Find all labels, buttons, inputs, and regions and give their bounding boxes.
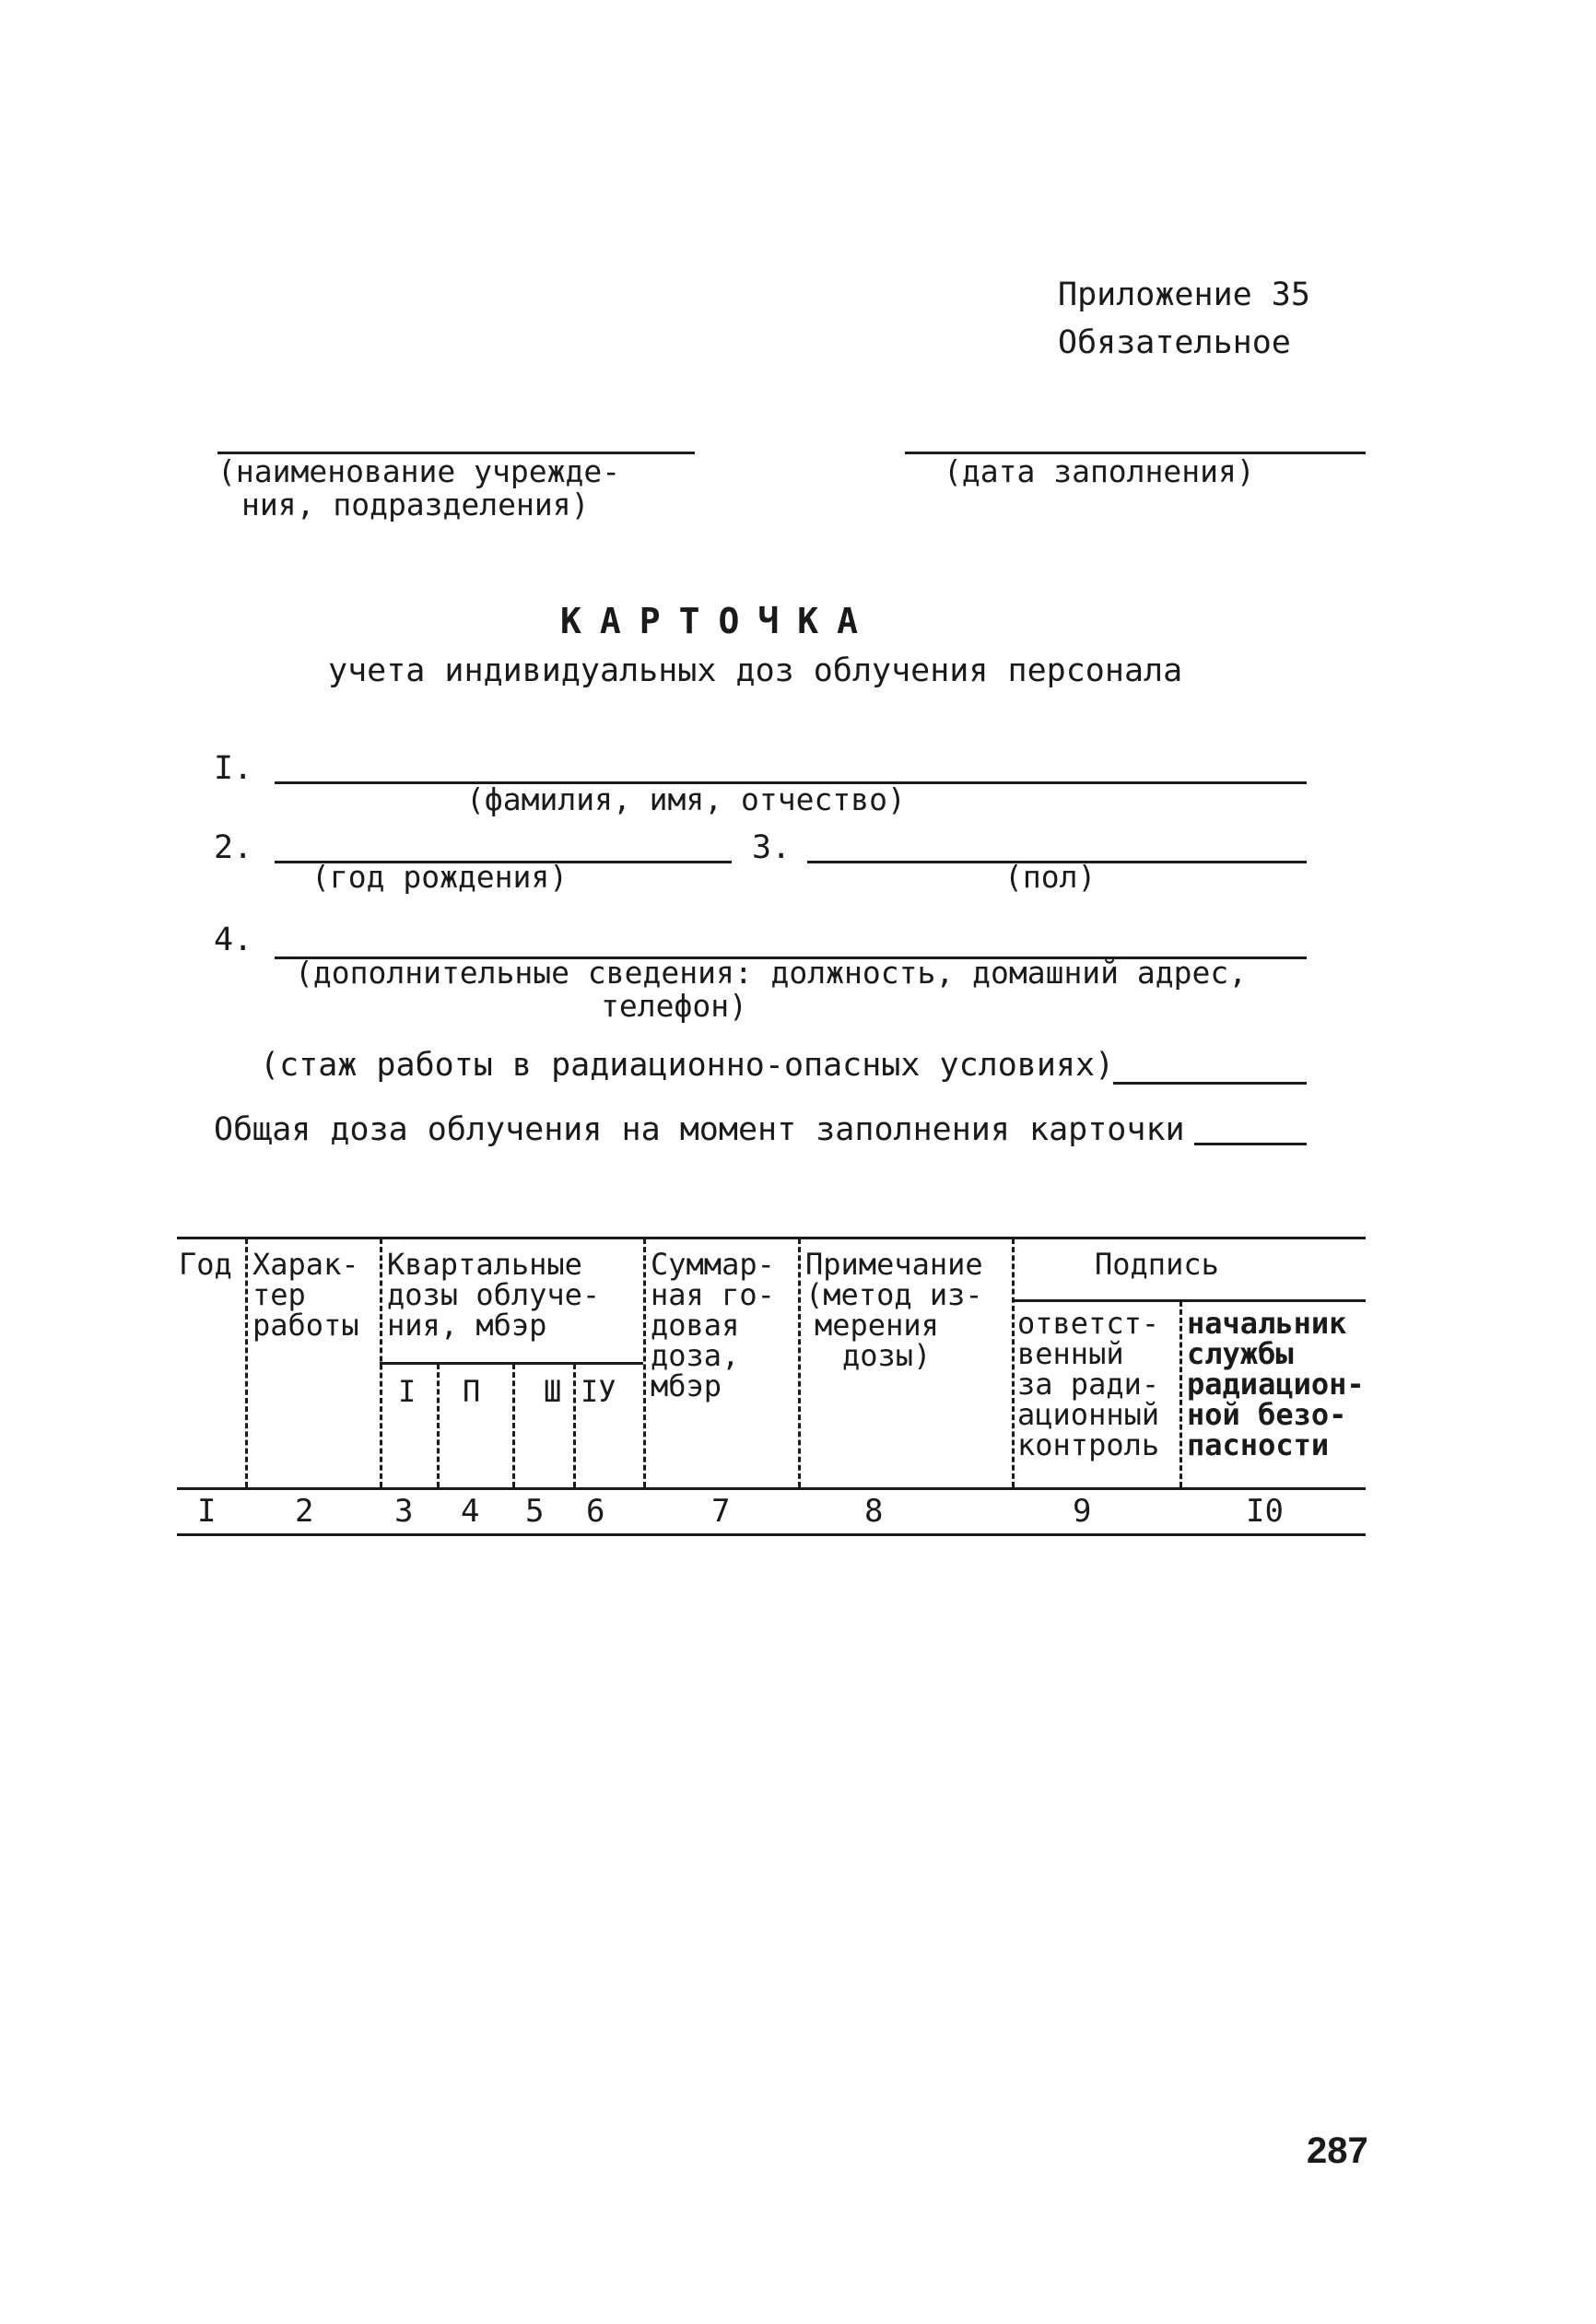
header-sum-line: мбэр bbox=[651, 1368, 722, 1403]
column-divider bbox=[643, 1238, 646, 1487]
header-work-line: Харак- bbox=[252, 1247, 359, 1282]
column-number: 7 bbox=[711, 1493, 731, 1530]
header-sum-line: ная го- bbox=[651, 1277, 775, 1312]
field-3-number: 3. bbox=[752, 829, 792, 866]
header-quarter-line: дозы облуче- bbox=[387, 1277, 601, 1312]
header-chief-line: начальник bbox=[1187, 1306, 1347, 1341]
header-resp-line: ационный bbox=[1017, 1397, 1160, 1432]
header-note-line: Примечание bbox=[805, 1247, 983, 1282]
field-1-number: I. bbox=[214, 750, 253, 787]
mandatory-label: Обязательное bbox=[1058, 324, 1291, 361]
header-work-line: тер bbox=[252, 1277, 306, 1312]
column-number: 6 bbox=[586, 1493, 605, 1530]
column-divider bbox=[1179, 1301, 1182, 1487]
header-responsible bbox=[1017, 1306, 1160, 1462]
column-number: 3 bbox=[394, 1493, 414, 1530]
header-sum-line: доза, bbox=[651, 1338, 740, 1373]
column-divider bbox=[380, 1238, 382, 1487]
header-bottom-border bbox=[177, 1487, 1366, 1490]
header-chief-line: пасности bbox=[1187, 1427, 1330, 1462]
field-1-caption: (фамилия, имя, отчество) bbox=[466, 781, 906, 817]
quarter-divider bbox=[573, 1364, 576, 1487]
column-number: I bbox=[197, 1493, 217, 1530]
header-quarter-line: ния, мбэр bbox=[387, 1308, 547, 1343]
header-sum-line: Суммар- bbox=[651, 1247, 775, 1282]
column-number: 2 bbox=[295, 1493, 314, 1530]
field-2-number: 2. bbox=[214, 829, 253, 866]
table-top-border bbox=[177, 1237, 1366, 1239]
signature-subheader-line bbox=[1012, 1299, 1366, 1302]
institution-caption-line-1: (наименование учрежде- bbox=[217, 453, 621, 489]
field-4-number: 4. bbox=[214, 921, 253, 958]
header-q2: П bbox=[463, 1374, 481, 1409]
column-number: 5 bbox=[525, 1493, 545, 1530]
quarter-divider bbox=[512, 1364, 515, 1487]
header-note-line: (метод из- bbox=[805, 1277, 983, 1312]
header-work-type bbox=[252, 1247, 359, 1343]
date-caption: (дата заполнения) bbox=[944, 453, 1255, 489]
column-number: 4 bbox=[461, 1493, 480, 1530]
header-chief-line: ной безо- bbox=[1187, 1397, 1347, 1432]
header-q1: I bbox=[398, 1374, 417, 1409]
header-quarterly-doses bbox=[387, 1247, 601, 1343]
header-q3: Ш bbox=[544, 1374, 562, 1409]
column-divider bbox=[245, 1238, 248, 1487]
column-number: 9 bbox=[1073, 1493, 1092, 1530]
header-note-line: дозы) bbox=[842, 1338, 932, 1373]
appendix-label: Приложение 35 bbox=[1058, 276, 1310, 313]
field-3-caption: (пол) bbox=[1004, 859, 1097, 895]
column-divider bbox=[1012, 1238, 1015, 1487]
card-subtitle: учета индивидуальных доз облучения персонала bbox=[328, 652, 1183, 689]
header-year: Год bbox=[179, 1247, 232, 1282]
card-title: КАРТОЧКА bbox=[560, 601, 877, 641]
quarter-divider bbox=[437, 1364, 440, 1487]
field-2-caption: (год рождения) bbox=[311, 859, 569, 895]
column-divider bbox=[798, 1238, 801, 1487]
header-signature: Подпись bbox=[1095, 1247, 1219, 1282]
header-chief bbox=[1187, 1306, 1365, 1462]
header-chief-line: службы bbox=[1187, 1336, 1294, 1371]
header-note-line: мерения bbox=[815, 1308, 939, 1343]
header-resp-line: контроль bbox=[1017, 1427, 1160, 1462]
field-4-caption-line-1: (дополнительные сведения: должность, домашний адрес, bbox=[295, 955, 1248, 991]
field-4-caption-line-2: телефон) bbox=[601, 988, 747, 1024]
page-number: 287 bbox=[1307, 2130, 1368, 2171]
header-resp-line: за ради- bbox=[1017, 1367, 1160, 1402]
column-number: I0 bbox=[1246, 1493, 1284, 1530]
header-resp-line: венный bbox=[1017, 1336, 1124, 1371]
quarter-subheader-line bbox=[380, 1362, 643, 1365]
header-chief-line: радиацион- bbox=[1187, 1367, 1365, 1402]
header-note bbox=[805, 1247, 983, 1373]
experience-line[interactable] bbox=[1113, 1082, 1307, 1085]
header-quarter-line: Квартальные bbox=[387, 1247, 582, 1282]
field-4-caption bbox=[295, 957, 1247, 1023]
experience-label: (стаж работы в радиационно-опасных условиях) bbox=[260, 1047, 1115, 1084]
table-bottom-border bbox=[177, 1533, 1366, 1536]
header-annual-sum bbox=[651, 1247, 775, 1403]
total-dose-label: Общая доза облучения на момент заполнения карточки bbox=[214, 1111, 1185, 1148]
column-number: 8 bbox=[864, 1493, 884, 1530]
header-work-line: работы bbox=[252, 1308, 359, 1343]
institution-caption-line-2: ния, подразделения) bbox=[241, 487, 590, 522]
total-dose-line[interactable] bbox=[1194, 1143, 1307, 1145]
header-sum-line: довая bbox=[651, 1308, 740, 1343]
header-resp-line: ответст- bbox=[1017, 1306, 1160, 1341]
institution-caption bbox=[217, 455, 620, 522]
header-q4: IУ bbox=[581, 1374, 616, 1409]
